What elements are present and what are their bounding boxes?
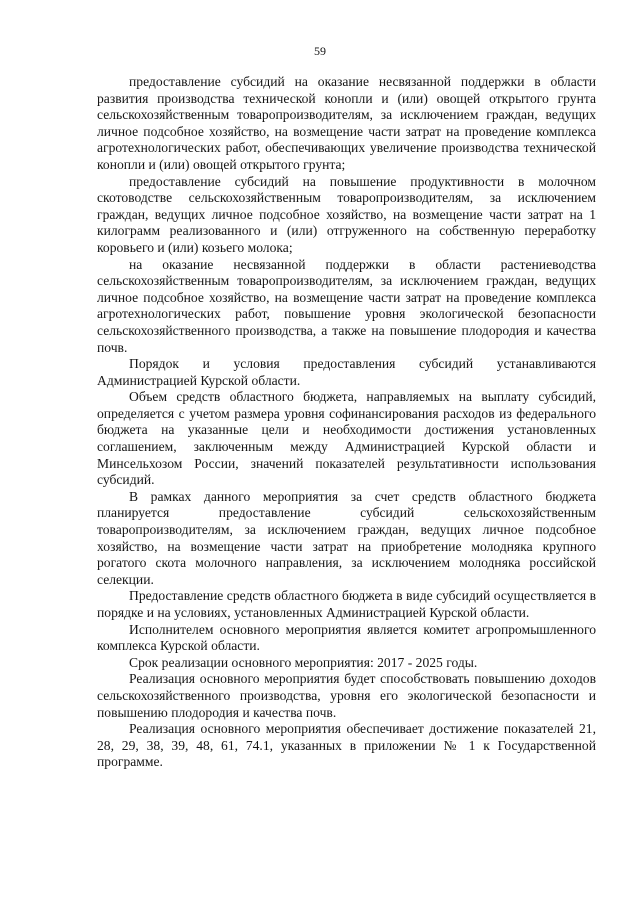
paragraph-dairy-subsidy: предоставление субсидий на повышение продуктивности в молочном скотоводстве сельскохозяйственным товаропроизводителям, за исключением граждан, ведущих личное подсобное хозяйство, на возмещение части затрат на 1 килограмм реализованного и (или) отгруженного на собственную переработку коровьего и (или) козьего молока;: [97, 173, 596, 255]
page-number: 59: [314, 44, 326, 58]
paragraph-expected-effect: Реализация основного мероприятия будет способствовать повышению доходов сельскохозяйственного производства, уровня его экологической безопасности и повышению плодородия и качества почв.: [97, 671, 596, 720]
paragraph-budget-volume: Объем средств областного бюджета, направляемых на выплату субсидий, определяется с учетом размера уровня софинансирования расходов из федерального бюджета на указанные цели и необходимости достижения установленных соглашением, заключенным между Администрацией Курской области и Минсельхозом России, значений показателей результативности использования субсидий.: [97, 389, 596, 488]
paragraph-executor: Исполнителем основного мероприятия является комитет агропромышленного комплекса Курской области.: [97, 621, 596, 654]
document-body: [97, 74, 596, 771]
paragraph-term: Срок реализации основного мероприятия: 2017 - 2025 годы.: [129, 654, 478, 670]
paragraph-procedure: Порядок и условия предоставления субсидий устанавливаются Администрацией Курской области.: [97, 356, 596, 388]
paragraph-funds-provision: Предоставление средств областного бюджета в виде субсидий осуществляется в порядке и на условиях, установленных Администрацией Курской области.: [97, 588, 596, 620]
paragraph-hemp-vegetables-subsidy: предоставление субсидий на оказание несвязанной поддержки в области развития производства технической конопли и (или) овощей открытого грунта сельскохозяйственным товаропроизводителям, за исключением граждан, ведущих личное подсобное хозяйство, на возмещение части затрат на проведение комплекса агротехнологических работ, обеспечивающих увеличение производства технической конопли и (или) овощей открытого грунта;: [97, 74, 596, 172]
paragraph-crop-production-support: на оказание несвязанной поддержки в области растениеводства сельскохозяйственным товаропроизводителям, за исключением граждан, ведущих личное подсобное хозяйство, на возмещение части затрат на проведение комплекса агротехнологических работ, повышение уровня экологической безопасности сельскохозяйственного производства, а также на повышение плодородия и качества почв.: [97, 256, 596, 355]
paragraph-young-cattle-subsidy: В рамках данного мероприятия за счет средств областного бюджета планируется предоставление субсидий сельскохозяйственным товаропроизводителям, за исключением граждан, ведущих личное подсобное хозяйство, на возмещение части затрат на приобретение молодняка крупного рогатого скота молочного направления, за исключением молодняка российской селекции.: [97, 488, 596, 587]
paragraph-indicators: Реализация основного мероприятия обеспечивает достижение показателей 21, 28, 29, 38, 39, 48, 61, 74.1, указанных в приложении № 1 к Государственной программе.: [97, 721, 596, 770]
